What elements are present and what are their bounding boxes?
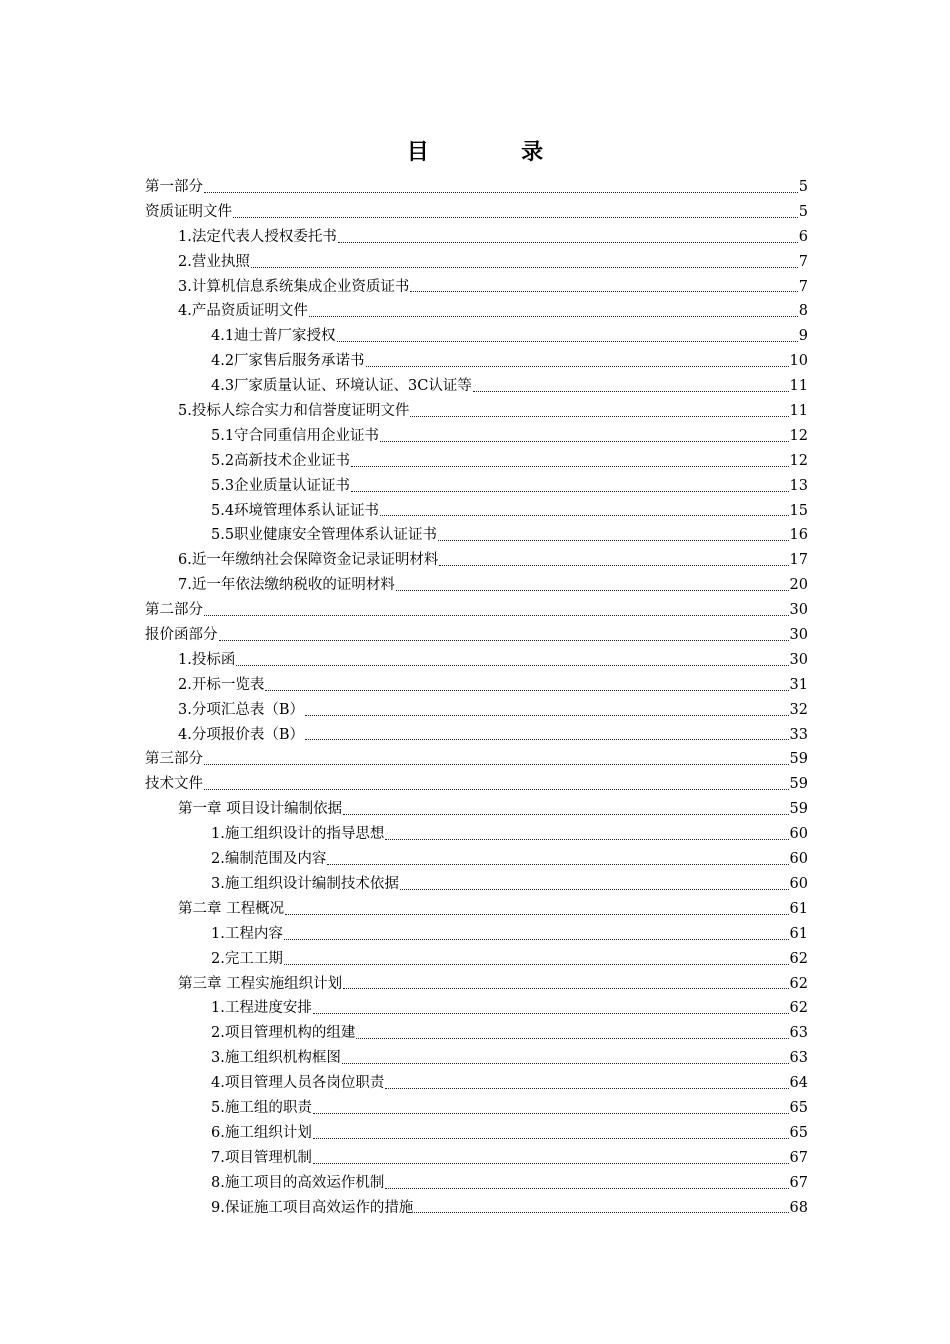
toc-entry[interactable] xyxy=(145,399,808,424)
toc-entry-page-number: 60 xyxy=(789,851,808,868)
dot-leader xyxy=(313,1112,789,1114)
dot-leader xyxy=(380,514,788,516)
toc-entry-page-number: 63 xyxy=(789,1025,808,1042)
toc-entry-title: 1.工程进度安排 xyxy=(211,1000,312,1017)
dot-leader xyxy=(410,415,788,417)
dot-leader xyxy=(385,1187,788,1189)
toc-entry[interactable] xyxy=(145,772,808,797)
dot-leader xyxy=(380,440,788,442)
dot-leader xyxy=(309,315,798,317)
toc-entry-page-number: 10 xyxy=(789,353,808,370)
dot-leader xyxy=(313,1137,789,1139)
toc-entry-title: 2.完工工期 xyxy=(211,950,283,967)
dot-leader xyxy=(204,788,789,790)
dot-leader xyxy=(305,714,789,716)
toc-entry-title: 第三章 工程实施组织计划 xyxy=(178,975,343,992)
toc-entry-page-number: 17 xyxy=(789,552,808,569)
toc-entry[interactable] xyxy=(145,723,808,748)
toc-entry[interactable] xyxy=(145,897,808,922)
toc-entry-title: 3.施工组织机构框图 xyxy=(211,1050,341,1067)
dot-leader xyxy=(233,216,798,218)
toc-entry-page-number: 62 xyxy=(789,950,808,967)
toc-entry-title: 5.投标人综合实力和信誉度证明文件 xyxy=(178,403,410,420)
dot-leader xyxy=(327,863,788,865)
toc-entry[interactable] xyxy=(145,1071,808,1096)
toc-entry-page-number: 59 xyxy=(789,751,808,768)
toc-entry[interactable] xyxy=(145,747,808,772)
toc-entry-page-number: 59 xyxy=(789,776,808,793)
toc-entry[interactable] xyxy=(145,200,808,225)
dot-leader xyxy=(305,738,789,740)
toc-entry[interactable] xyxy=(145,1046,808,1071)
dot-leader xyxy=(343,987,788,989)
toc-entry-title: 第二部分 xyxy=(145,602,203,619)
toc-entry[interactable] xyxy=(145,872,808,897)
dot-leader xyxy=(385,838,788,840)
dot-leader xyxy=(204,614,789,616)
toc-entry-title: 1.工程内容 xyxy=(211,925,283,942)
toc-entry-title: 2.开标一览表 xyxy=(178,676,265,693)
dot-leader xyxy=(284,963,789,965)
toc-entry-title: 7.近一年依法缴纳税收的证明材料 xyxy=(178,577,395,594)
dot-leader xyxy=(251,266,798,268)
toc-entry-page-number: 13 xyxy=(789,477,808,494)
toc-entry[interactable] xyxy=(145,1021,808,1046)
toc-entry-page-number: 7 xyxy=(798,253,808,270)
toc-entry-title: 6.施工组织计划 xyxy=(211,1124,312,1141)
toc-entry[interactable] xyxy=(145,424,808,449)
dot-leader xyxy=(284,938,789,940)
toc-entry-title: 1.法定代表人授权委托书 xyxy=(178,228,337,245)
toc-entry-title: 3.施工组织设计编制技术依据 xyxy=(211,875,399,892)
toc-entry-title: 第三部分 xyxy=(145,751,203,768)
dot-leader xyxy=(285,913,788,915)
dot-leader xyxy=(439,564,788,566)
toc-entry[interactable] xyxy=(145,275,808,300)
toc-entry-title: 第一部分 xyxy=(145,179,203,195)
toc-entry-title: 1.施工组织设计的指导思想 xyxy=(211,826,385,843)
toc-entry-title: 7.项目管理机制 xyxy=(211,1149,312,1166)
toc-entry-title: 3.分项汇总表（B） xyxy=(178,701,304,718)
toc-entry-title: 第一章 项目设计编制依据 xyxy=(178,801,343,818)
toc-entry-page-number: 5 xyxy=(798,203,808,220)
toc-entry[interactable] xyxy=(145,673,808,698)
dot-leader xyxy=(343,813,788,815)
toc-entry-page-number: 64 xyxy=(789,1075,808,1092)
page-title: 目 录 xyxy=(406,139,579,165)
dot-leader xyxy=(337,340,798,342)
toc-entry[interactable] xyxy=(145,698,808,723)
toc-entry-title: 5.施工组的职责 xyxy=(211,1099,312,1116)
toc-entry[interactable] xyxy=(145,449,808,474)
dot-leader xyxy=(356,1037,788,1039)
dot-leader xyxy=(338,241,798,243)
toc-entry-page-number: 9 xyxy=(798,328,808,345)
toc-entry-page-number: 15 xyxy=(789,502,808,519)
toc-entry-page-number: 32 xyxy=(789,701,808,718)
dot-leader xyxy=(313,1012,789,1014)
toc-entry-title: 8.施工项目的高效运作机制 xyxy=(211,1174,385,1191)
toc-entry-page-number: 30 xyxy=(789,651,808,668)
toc-entry[interactable] xyxy=(145,499,808,524)
toc-entry-page-number: 31 xyxy=(789,676,808,693)
toc-entry[interactable] xyxy=(145,175,808,200)
toc-entry[interactable] xyxy=(145,548,808,573)
toc-entry-title: 5.3企业质量认证证书 xyxy=(211,477,351,494)
toc-entry-title: 5.1守合同重信用企业证书 xyxy=(211,427,380,444)
dot-leader xyxy=(204,763,789,765)
toc-entry-title: 2.编制范围及内容 xyxy=(211,851,327,868)
toc-entry-title: 4.产品资质证明文件 xyxy=(178,303,308,320)
dot-leader xyxy=(351,490,788,492)
toc-entry-page-number: 30 xyxy=(789,627,808,644)
dot-leader xyxy=(351,465,788,467)
toc-entry-page-number: 12 xyxy=(789,427,808,444)
toc-entry[interactable] xyxy=(145,523,808,548)
toc-entry[interactable] xyxy=(145,225,808,250)
toc-entry-title: 第二章 工程概况 xyxy=(178,900,285,917)
table-of-contents xyxy=(145,175,808,1220)
toc-entry-title: 5.2高新技术企业证书 xyxy=(211,452,351,469)
dot-leader xyxy=(410,290,797,292)
toc-entry-page-number: 65 xyxy=(789,1099,808,1116)
toc-entry-title: 4.2厂家售后服务承诺书 xyxy=(211,353,365,370)
toc-entry-page-number: 60 xyxy=(789,826,808,843)
dot-leader xyxy=(473,390,789,392)
toc-entry[interactable] xyxy=(145,1096,808,1121)
toc-entry-page-number: 67 xyxy=(789,1174,808,1191)
toc-entry[interactable] xyxy=(145,1196,808,1221)
toc-entry-page-number: 5 xyxy=(798,179,808,195)
toc-entry-title: 5.5职业健康安全管理体系认证证书 xyxy=(211,527,438,544)
toc-entry-page-number: 20 xyxy=(789,577,808,594)
toc-entry-page-number: 6 xyxy=(798,228,808,245)
dot-leader xyxy=(313,1162,789,1164)
toc-entry-title: 3.计算机信息系统集成企业资质证书 xyxy=(178,278,410,295)
dot-leader xyxy=(204,191,798,193)
toc-entry[interactable] xyxy=(145,374,808,399)
dot-leader xyxy=(438,539,788,541)
toc-entry-title: 9.保证施工项目高效运作的措施 xyxy=(211,1199,414,1216)
toc-entry[interactable] xyxy=(145,972,808,997)
toc-entry[interactable] xyxy=(145,822,808,847)
toc-entry-page-number: 30 xyxy=(789,602,808,619)
toc-entry[interactable] xyxy=(145,349,808,374)
toc-entry-title: 5.4环境管理体系认证证书 xyxy=(211,502,380,519)
dot-leader xyxy=(342,1062,789,1064)
dot-leader xyxy=(265,689,788,691)
toc-entry-title: 报价函部分 xyxy=(145,627,218,644)
toc-entry-title: 2.营业执照 xyxy=(178,253,250,270)
toc-entry-title: 2.项目管理机构的组建 xyxy=(211,1025,356,1042)
toc-entry-title: 4.3厂家质量认证、环境认证、3C认证等 xyxy=(211,378,472,395)
toc-entry-page-number: 33 xyxy=(789,726,808,743)
toc-entry[interactable] xyxy=(145,947,808,972)
toc-entry[interactable] xyxy=(145,648,808,673)
toc-entry[interactable] xyxy=(145,797,808,822)
toc-entry-page-number: 65 xyxy=(789,1124,808,1141)
toc-entry[interactable] xyxy=(145,250,808,275)
toc-entry-page-number: 68 xyxy=(789,1199,808,1216)
dot-leader xyxy=(219,639,789,641)
dot-leader xyxy=(400,888,789,890)
toc-entry-title: 技术文件 xyxy=(145,776,203,793)
dot-leader xyxy=(366,365,789,367)
toc-entry[interactable] xyxy=(145,1146,808,1171)
toc-entry-page-number: 11 xyxy=(789,403,808,420)
toc-entry-page-number: 59 xyxy=(789,801,808,818)
toc-entry-page-number: 60 xyxy=(789,875,808,892)
toc-entry[interactable] xyxy=(145,474,808,499)
dot-leader xyxy=(385,1087,788,1089)
toc-entry-page-number: 11 xyxy=(789,378,808,395)
toc-entry-title: 4.分项报价表（B） xyxy=(178,726,304,743)
toc-entry[interactable] xyxy=(145,623,808,648)
toc-entry-page-number: 16 xyxy=(789,527,808,544)
dot-leader xyxy=(236,664,788,666)
toc-entry-title: 6.近一年缴纳社会保障资金记录证明材料 xyxy=(178,552,439,569)
toc-entry[interactable] xyxy=(145,1171,808,1196)
toc-entry-page-number: 62 xyxy=(789,975,808,992)
toc-entry-page-number: 12 xyxy=(789,452,808,469)
toc-entry[interactable] xyxy=(145,324,808,349)
toc-entry-page-number: 61 xyxy=(789,900,808,917)
toc-entry-title: 4.项目管理人员各岗位职责 xyxy=(211,1075,385,1092)
toc-entry-title: 4.1迪士普厂家授权 xyxy=(211,328,336,345)
toc-entry-page-number: 67 xyxy=(789,1149,808,1166)
toc-entry[interactable] xyxy=(145,299,808,324)
toc-entry-title: 资质证明文件 xyxy=(145,203,232,220)
dot-leader xyxy=(414,1211,788,1213)
toc-entry-page-number: 63 xyxy=(789,1050,808,1067)
toc-entry[interactable] xyxy=(145,598,808,623)
toc-entry[interactable] xyxy=(145,847,808,872)
toc-entry-page-number: 8 xyxy=(798,303,808,320)
toc-entry[interactable] xyxy=(145,922,808,947)
toc-entry-page-number: 7 xyxy=(798,278,808,295)
dot-leader xyxy=(396,589,789,591)
toc-entry-page-number: 62 xyxy=(789,1000,808,1017)
toc-entry[interactable] xyxy=(145,573,808,598)
toc-entry-title: 1.投标函 xyxy=(178,651,236,668)
toc-entry[interactable] xyxy=(145,1121,808,1146)
toc-entry[interactable] xyxy=(145,996,808,1021)
toc-entry-page-number: 61 xyxy=(789,925,808,942)
